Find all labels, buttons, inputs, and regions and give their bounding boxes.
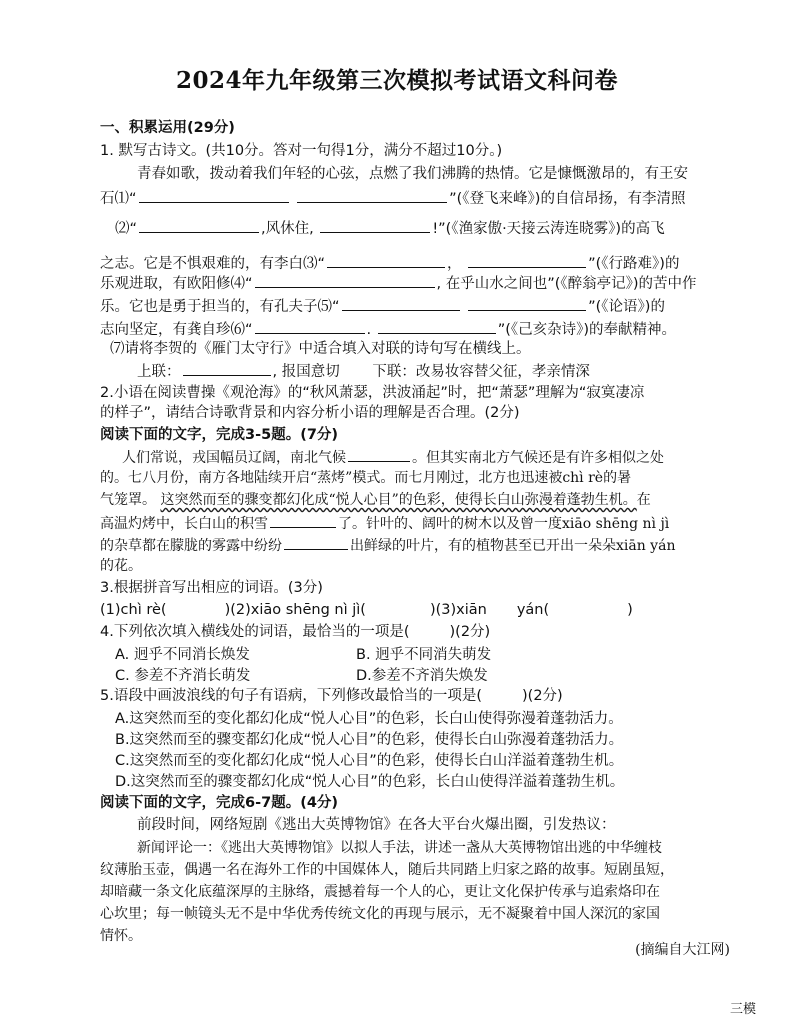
q2-line: 的样子”，请结合诗歌背景和内容分析小语的理解是否合理。(2分) xyxy=(100,405,520,421)
couplet-line: 上联： , 报国意切 下联：改易妆容替父征，孝亲情深 xyxy=(137,360,794,382)
answer-blank[interactable] xyxy=(342,295,460,311)
reading-line: 人们常说，戎国幅员辽阔，南北气候 。但其实南北方气候还是有许多相似之处 xyxy=(122,446,782,468)
q5-stem: 5.语段中画波浪线的句子有语病，下列修改最恰当的一项是( )(2分) xyxy=(100,688,563,704)
reading-line: 高温灼烤中，长白山的积雪 了。针叶的、阔叶的树木以及曾一度xiāo shēng nì jì xyxy=(100,512,760,534)
q1-text-line: 石⑴“ ”(《登飞来峰》)的自信昂扬，有李清照 xyxy=(100,187,760,209)
q1-text-line: 志向坚定，有龚自珍⑹“ . ”(《己亥杂诗》)的奉献精神。 xyxy=(100,318,760,340)
answer-blank[interactable] xyxy=(270,512,336,528)
reading-line: 气笼罩。 这突然而至的骤变都幻化成“悦人心目”的色彩，使得长白山弥漫着蓬勃生机。在 xyxy=(100,492,651,508)
q1-stem: 1. 默写古诗文。(共10分。答对一句得1分，满分不超过10分。) xyxy=(100,143,503,159)
reading-heading: 阅读下面的文字，完成6-7题。(4分) xyxy=(100,795,339,811)
page-title: 2024年九年级第三次模拟考试语文科问卷 xyxy=(175,67,618,94)
q1-text-line: 青春如歌，拨动着我们年轻的心弦，点燃了我们沸腾的热情。它是慷慨激昂的，有王安 xyxy=(137,166,688,182)
q3-answers: (1)chì rè( )(2)xiāo shēng nì jì( )(3)xiān yán( ) xyxy=(100,602,633,618)
reading-line: 心坎里；每一帧镜头无不是中华优秀传统文化的再现与展示，无不凝聚着中国人深沉的家国 xyxy=(100,906,660,922)
answer-blank[interactable] xyxy=(320,217,430,233)
answer-blank[interactable] xyxy=(183,360,271,376)
answer-blank[interactable] xyxy=(378,318,496,334)
answer-blank[interactable] xyxy=(468,252,586,268)
answer-blank[interactable] xyxy=(255,272,435,288)
reading-line: 情怀。 xyxy=(100,928,142,944)
q5-option-c[interactable]: C.这突然而至的变化都幻化成“悦人心目”的色彩，使得长白山洋溢着蓬勃生机。 xyxy=(115,753,624,769)
reading-heading: 阅读下面的文字，完成3-5题。(7分) xyxy=(100,427,339,443)
q1-text-line: 乐。它也是勇于担当的，有孔夫子⑸“ ”(《论语》)的 xyxy=(100,295,760,317)
reading-line: 的。七八月份，南方各地陆续开启“蒸烤”模式。而七月刚过，北方也迅速被chì rè的暑 xyxy=(100,470,632,486)
answer-blank[interactable] xyxy=(139,217,259,233)
answer-blank[interactable] xyxy=(348,446,410,462)
q4-option-d[interactable]: D.参差不齐消失焕发 xyxy=(356,668,488,684)
section-heading: 一、积累运用(29分) xyxy=(100,120,235,136)
page-footer: 三模 xyxy=(729,1002,756,1017)
reading-line: 却暗藏一条文化底蕴深厚的主脉络，震撼着每一个人的心，更让文化保护传承与追索烙印在 xyxy=(100,884,660,900)
q1-text-line: ⑵“ ,风休住, !”(《渔家傲·天接云涛连晓雾》)的高飞 xyxy=(115,217,775,239)
answer-blank[interactable] xyxy=(468,295,586,311)
q5-option-a[interactable]: A.这突然而至的变化都幻化成“悦人心目”的色彩，长白山使得弥漫着蓬勃活力。 xyxy=(115,711,623,727)
answer-blank[interactable] xyxy=(284,534,348,550)
q1-text-line: 之志。它是不惧艰难的，有李白⑶“ ， ”(《行路难》)的 xyxy=(100,252,760,274)
q3-stem: 3.根据拼音写出相应的词语。(3分) xyxy=(100,580,323,596)
q1-text-line: ⑺请将李贺的《雁门太守行》中适合填入对联的诗句写在横线上。 xyxy=(110,341,531,357)
reading-line: 的花。 xyxy=(100,558,142,574)
answer-blank[interactable] xyxy=(297,187,447,203)
q1-text-line: 乐观进取，有欧阳修⑷“ , 在乎山水之间也”(《醉翁亭记》)的苦中作 xyxy=(100,272,760,294)
source-note: (摘编自大江网) xyxy=(635,942,730,958)
q4-option-b[interactable]: B. 迥乎不同消失萌发 xyxy=(356,647,492,663)
q5-option-b[interactable]: B.这突然而至的骤变都幻化成“悦人心目”的色彩，使得长白山弥漫着蓬勃活力。 xyxy=(115,732,624,748)
q2-line: 2.小语在阅读曹操《观沧海》的“秋风萧瑟，洪波涌起”时，把“萧瑟”理解为“寂寞凄凉 xyxy=(100,385,645,401)
q5-option-d[interactable]: D.这突然而至的骤变都幻化成“悦人心目”的色彩，长白山使得洋溢着蓬勃生机。 xyxy=(115,774,625,790)
reading-line: 新闻评论一：《逃出大英博物馆》以拟人手法，讲述一盏从大英博物馆出逃的中华缠枝 xyxy=(137,840,662,856)
q4-option-c[interactable]: C. 参差不齐消长萌发 xyxy=(115,668,251,684)
reading-line: 纹薄胎玉壶，偶遇一名在海外工作的中国媒体人，随后共同踏上归家之路的故事。短剧虽短， xyxy=(100,862,674,878)
reading-line: 前段时间，网络短剧《逃出大英博物馆》在各大平台火爆出圈，引发热议： xyxy=(137,817,616,833)
q4-stem: 4.下列依次填入横线处的词语，最恰当的一项是( )(2分) xyxy=(100,624,491,640)
q4-option-a[interactable]: A. 迥乎不同消长焕发 xyxy=(115,647,250,663)
answer-blank[interactable] xyxy=(139,187,289,203)
answer-blank[interactable] xyxy=(327,252,445,268)
wavy-underlined-sentence: 这突然而至的骤变都幻化成“悦人心目”的色彩，使得长白山弥漫着蓬勃生机。 xyxy=(160,492,637,508)
answer-blank[interactable] xyxy=(255,318,365,334)
reading-line: 的杂草都在朦胧的雾露中纷纷 出鲜绿的叶片，有的植物甚至已开出一朵朵xiān yán xyxy=(100,534,760,556)
